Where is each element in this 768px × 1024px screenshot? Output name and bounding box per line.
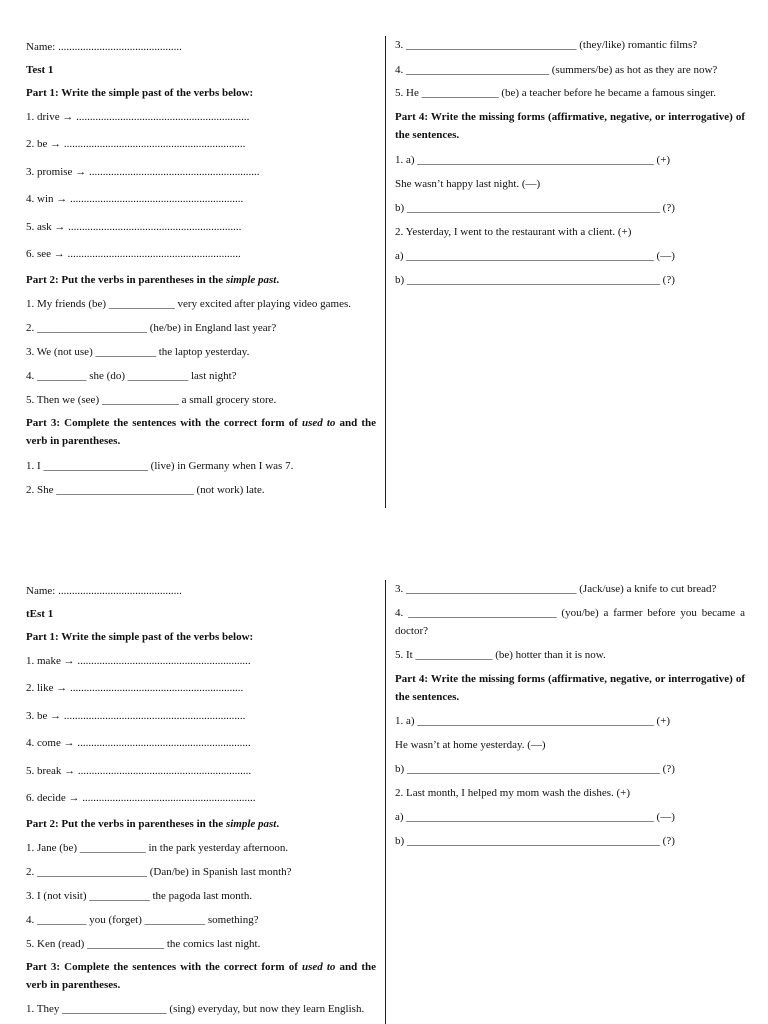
part1-item: 1. drive → ............................................................... <box>26 111 250 123</box>
part3-item: 5. It ______________ (be) hotter than it is now. <box>395 649 606 661</box>
part4-item: 1. a) ___________________________________________ (+) <box>395 715 671 727</box>
part2-item: 2. ____________________ (he/be) in England last year? <box>26 322 277 334</box>
part3-heading: Part 3: Complete the sentences with the correct form of used to and the verb in parentheses. <box>26 417 376 447</box>
part4-heading: Part 4: Write the missing forms (affirmative, negative, or interrogative) of the sentences. <box>395 111 745 141</box>
part1-item: 2. like → ............................................................... <box>26 682 244 694</box>
part2-item: 4. _________ she (do) ___________ last night? <box>26 370 237 382</box>
part1-item: 1. make → ............................................................... <box>26 655 251 667</box>
part4-item: He wasn’t at home yesterday. (—) <box>395 739 546 751</box>
part1-item: 3. be → .................................................................. <box>26 710 246 722</box>
part3-item: 3. _______________________________ (Jack/use) a knife to cut bread? <box>395 583 717 595</box>
part1-item: 3. promise → .............................................................. <box>26 166 260 178</box>
part3-item: 5. He ______________ (be) a teacher before he became a famous singer. <box>395 87 717 99</box>
part4-item: She wasn’t happy last night. (—) <box>395 178 541 190</box>
part2-heading: Part 2: Put the verbs in parentheses in the simple past. <box>26 818 280 830</box>
part1-item: 4. win → ............................................................... <box>26 193 244 205</box>
test-title: Test 1 <box>26 64 54 76</box>
name-field: Name: ............................................. <box>26 585 182 597</box>
part4-item: b) ______________________________________________ (?) <box>395 274 675 286</box>
part3-heading: Part 3: Complete the sentences with the correct form of used to and the verb in parentheses. <box>26 961 376 991</box>
part4-item: b) ______________________________________________ (?) <box>395 763 675 775</box>
part2-item: 4. _________ you (forget) ___________ something? <box>26 914 259 926</box>
part3-item: 3. _______________________________ (they/like) romantic films? <box>395 39 698 51</box>
part1-item: 5. break → ............................................................... <box>26 765 252 777</box>
part2-item: 3. We (not use) ___________ the laptop yesterday. <box>26 346 250 358</box>
part2-item: 3. I (not visit) ___________ the pagoda last month. <box>26 890 253 902</box>
part2-item: 1. My friends (be) ____________ very excited after playing video games. <box>26 298 352 310</box>
part1-item: 5. ask → ............................................................... <box>26 221 242 233</box>
name-field: Name: ............................................. <box>26 41 182 53</box>
part3-item: 2. She _________________________ (not work) late. <box>26 484 265 496</box>
part3-item: 4. ___________________________ (you/be) a farmer before you became a doctor? <box>395 607 745 637</box>
part2-item: 5. Then we (see) ______________ a small grocery store. <box>26 394 277 406</box>
part1-heading: Part 1: Write the simple past of the verbs below: <box>26 87 254 99</box>
part2-item: 2. ____________________ (Dan/be) in Spanish last month? <box>26 866 292 878</box>
part4-item: b) ______________________________________________ (?) <box>395 202 675 214</box>
part4-item: 2. Last month, I helped my mom wash the dishes. (+) <box>395 787 631 799</box>
part1-item: 6. decide → ............................................................... <box>26 792 256 804</box>
part4-item: 2. Yesterday, I went to the restaurant with a client. (+) <box>395 226 632 238</box>
part4-item: b) ______________________________________________ (?) <box>395 835 675 847</box>
part4-item: a) _____________________________________________ (—) <box>395 250 675 262</box>
part3-item: 1. They ___________________ (sing) everyday, but now they learn English. <box>26 1003 365 1015</box>
part3-item: 1. I ___________________ (live) in Germany when I was 7. <box>26 460 294 472</box>
part1-heading: Part 1: Write the simple past of the verbs below: <box>26 631 254 643</box>
column-divider <box>385 580 386 1024</box>
column-divider <box>385 36 386 508</box>
part4-heading: Part 4: Write the missing forms (affirmative, negative, or interrogative) of the sentences. <box>395 673 745 703</box>
part2-heading: Part 2: Put the verbs in parentheses in the simple past. <box>26 274 280 286</box>
part2-item: 1. Jane (be) ____________ in the park yesterday afternoon. <box>26 842 289 854</box>
part1-item: 6. see → ............................................................... <box>26 248 241 260</box>
part2-item: 5. Ken (read) ______________ the comics last night. <box>26 938 261 950</box>
part3-item: 4. __________________________ (summers/be) as hot as they are now? <box>395 64 718 76</box>
part4-item: 1. a) ___________________________________________ (+) <box>395 154 671 166</box>
part4-item: a) _____________________________________________ (—) <box>395 811 675 823</box>
test-title: tEst 1 <box>26 608 54 620</box>
part1-item: 4. come → ............................................................... <box>26 737 251 749</box>
part1-item: 2. be → .................................................................. <box>26 138 246 150</box>
